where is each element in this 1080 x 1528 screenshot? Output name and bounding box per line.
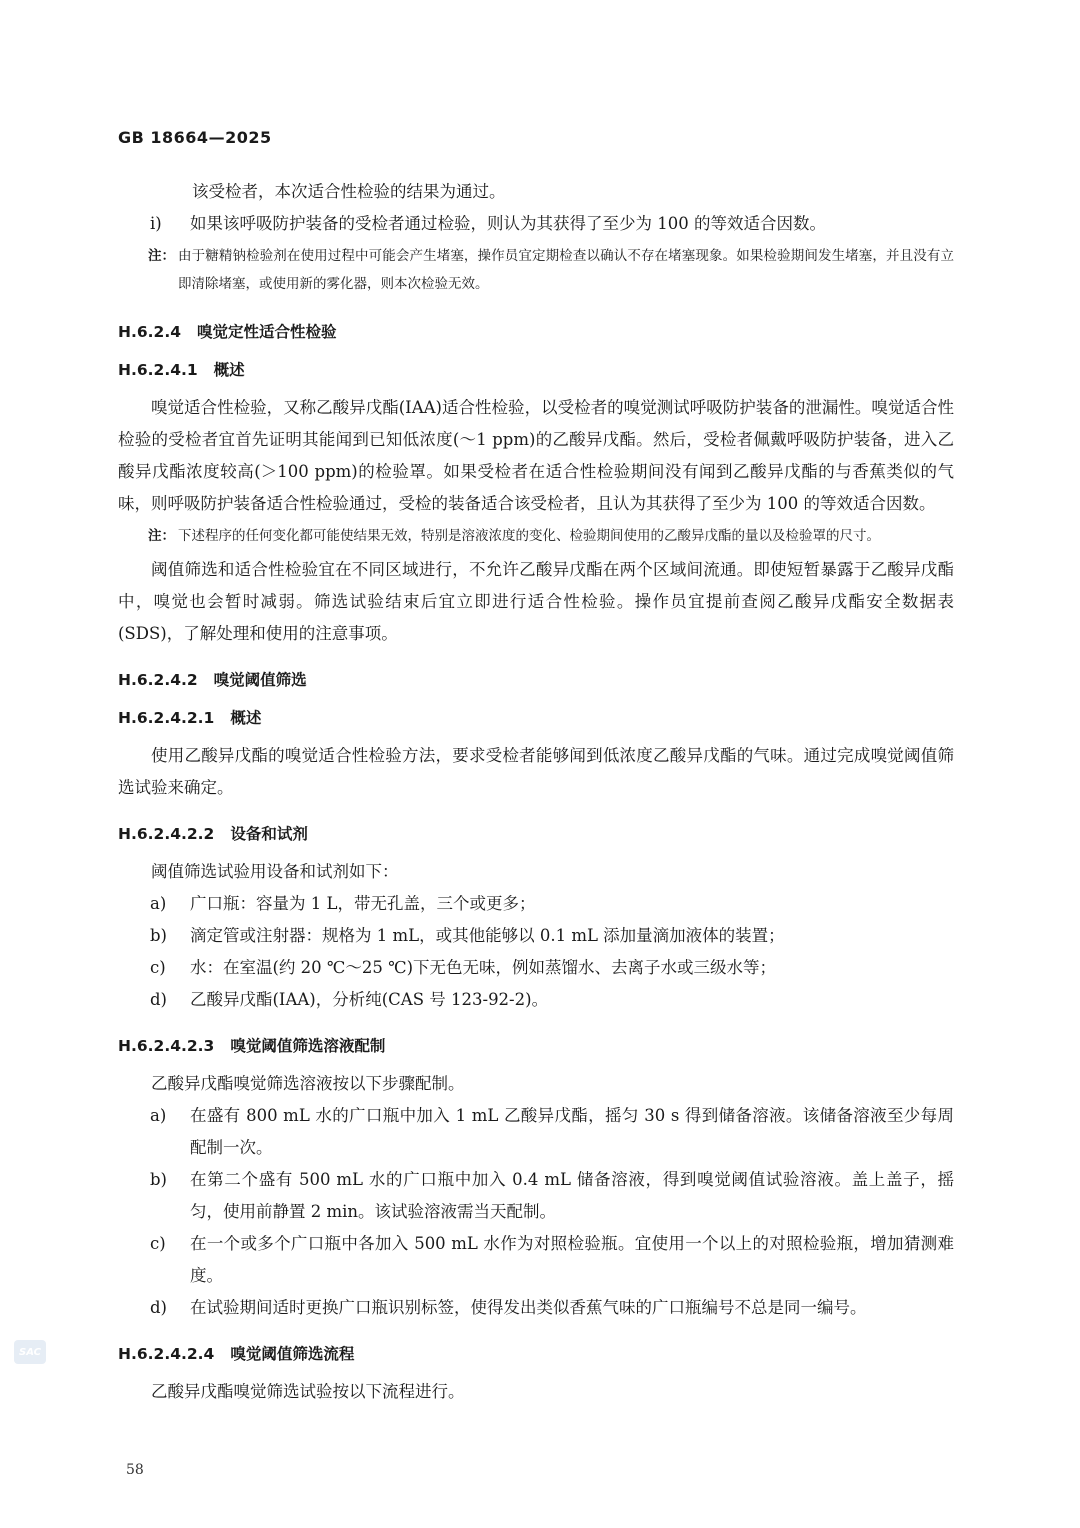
list-text: 乙酸异戊酯(IAA)，分析纯(CAS 号 123-92-2)。	[190, 990, 549, 1009]
section-title: 嗅觉阈值筛选溶液配制	[230, 1037, 386, 1055]
note	[118, 242, 954, 298]
section-number: H.6.2.4.2.3	[118, 1037, 215, 1055]
section-heading	[118, 316, 954, 348]
list-marker: c)	[150, 1234, 166, 1253]
paragraph: 使用乙酸异戊酯的嗅觉适合性检验方法，要求受检者能够闻到低浓度乙酸异戊酯的气味。通过完成嗅觉阈值筛选试验来确定。	[118, 746, 954, 797]
list-item	[118, 984, 954, 1016]
list-item	[118, 1100, 954, 1164]
list-text: 在第二个盛有 500 mL 水的广口瓶中加入 0.4 mL 储备溶液，得到嗅觉阈值试验溶液。盖上盖子，摇匀，使用前静置 2 min。该试验溶液需当天配制。	[190, 1170, 954, 1221]
list-marker: d)	[150, 990, 167, 1009]
note-text: 由于糖精钠检验剂在使用过程中可能会产生堵塞，操作员宜定期检查以确认不存在堵塞现象。如果检验期间发生堵塞，并且没有立即清除堵塞，或使用新的雾化器，则本次检验无效。	[178, 248, 954, 292]
page-content	[118, 176, 954, 1408]
note-label: 注：	[148, 528, 175, 544]
section-title: 概述	[213, 361, 245, 379]
list-item	[118, 1292, 954, 1324]
section-heading	[118, 354, 954, 386]
list-text: 在试验期间适时更换广口瓶识别标签，使得发出类似香蕉气味的广口瓶编号不总是同一编号。	[190, 1298, 867, 1317]
list-text: 滴定管或注射器：规格为 1 mL，或其他能够以 0.1 mL 添加量滴加液体的装置；	[190, 926, 785, 945]
list-item	[118, 952, 954, 984]
list-item	[118, 208, 954, 240]
continued-paragraph: 该受检者，本次适合性检验的结果为通过。	[192, 182, 506, 201]
list-marker: b)	[150, 926, 167, 945]
sac-watermark-logo: SAC	[14, 1340, 46, 1364]
list-item	[118, 1228, 954, 1292]
section-number: H.6.2.4.1	[118, 361, 198, 379]
section-heading	[118, 818, 954, 850]
paragraph: 阈值筛选试验用设备和试剂如下：	[151, 862, 399, 881]
section-number: H.6.2.4.2.4	[118, 1345, 215, 1363]
section-heading	[118, 702, 954, 734]
note-text: 下述程序的任何变化都可能使结果无效，特别是溶液浓度的变化、检验期间使用的乙酸异戊酯的量以及检验罩的尺寸。	[178, 528, 880, 544]
note	[118, 522, 954, 550]
section-number: H.6.2.4.2.2	[118, 825, 215, 843]
list-item	[118, 920, 954, 952]
list-marker: b)	[150, 1170, 167, 1189]
list-text: 在盛有 800 mL 水的广口瓶中加入 1 mL 乙酸异戊酯，摇匀 30 s 得到储备溶液。该储备溶液至少每周配制一次。	[190, 1106, 954, 1157]
list-text: 如果该呼吸防护装备的受检者通过检验，则认为其获得了至少为 100 的等效适合因数。	[190, 214, 826, 233]
page-number: 58	[126, 1462, 144, 1478]
section-title: 设备和试剂	[230, 825, 308, 843]
list-item	[118, 888, 954, 920]
section-heading	[118, 664, 954, 696]
paragraph: 阈值筛选和适合性检验宜在不同区域进行，不允许乙酸异戊酯在两个区域间流通。即使短暂暴露于乙酸异戊酯中，嗅觉也会暂时减弱。筛选试验结束后宜立即进行适合性检验。操作员宜提前查阅乙酸异戊酯安全数据表(SDS)，了解处理和使用的注意事项。	[118, 560, 954, 643]
section-title: 概述	[230, 709, 262, 727]
list-marker: d)	[150, 1298, 167, 1317]
list-text: 广口瓶：容量为 1 L，带无孔盖，三个或更多；	[190, 894, 536, 913]
section-number: H.6.2.4	[118, 323, 181, 341]
section-number: H.6.2.4.2.1	[118, 709, 215, 727]
list-text: 水：在室温(约 20 ℃～25 ℃)下无色无味，例如蒸馏水、去离子水或三级水等；	[190, 958, 777, 977]
section-title: 嗅觉阈值筛选流程	[230, 1345, 355, 1363]
list-marker: a)	[150, 894, 167, 913]
section-title: 嗅觉阈值筛选	[213, 671, 307, 689]
section-heading	[118, 1030, 954, 1062]
section-heading	[118, 1338, 954, 1370]
paragraph: 乙酸异戊酯嗅觉筛选试验按以下流程进行。	[151, 1382, 465, 1401]
paragraph: 乙酸异戊酯嗅觉筛选溶液按以下步骤配制。	[151, 1074, 465, 1093]
list-text: 在一个或多个广口瓶中各加入 500 mL 水作为对照检验瓶。宜使用一个以上的对照检验瓶，增加猜测难度。	[190, 1234, 954, 1285]
standard-header: GB 18664—2025	[118, 128, 272, 147]
section-title: 嗅觉定性适合性检验	[197, 323, 337, 341]
list-marker: i)	[150, 214, 162, 233]
list-item	[118, 1164, 954, 1228]
paragraph: 嗅觉适合性检验，又称乙酸异戊酯(IAA)适合性检验，以受检者的嗅觉测试呼吸防护装备的泄漏性。嗅觉适合性检验的受检者宜首先证明其能闻到已知低浓度(～1 ppm)的乙酸异戊酯。然后，受检者佩戴呼吸防护装备，进入乙酸异戊酯浓度较高(＞100 ppm)的检验罩。如果受检者在适合性检验期间没有闻到乙酸异戊酯的与香蕉类似的气味，则呼吸防护装备适合性检验通过，受检的装备适合该受检者，且认为其获得了至少为 100 的等效适合因数。	[118, 398, 954, 513]
section-number: H.6.2.4.2	[118, 671, 198, 689]
list-marker: a)	[150, 1106, 167, 1125]
note-label: 注：	[148, 248, 175, 264]
list-marker: c)	[150, 958, 166, 977]
